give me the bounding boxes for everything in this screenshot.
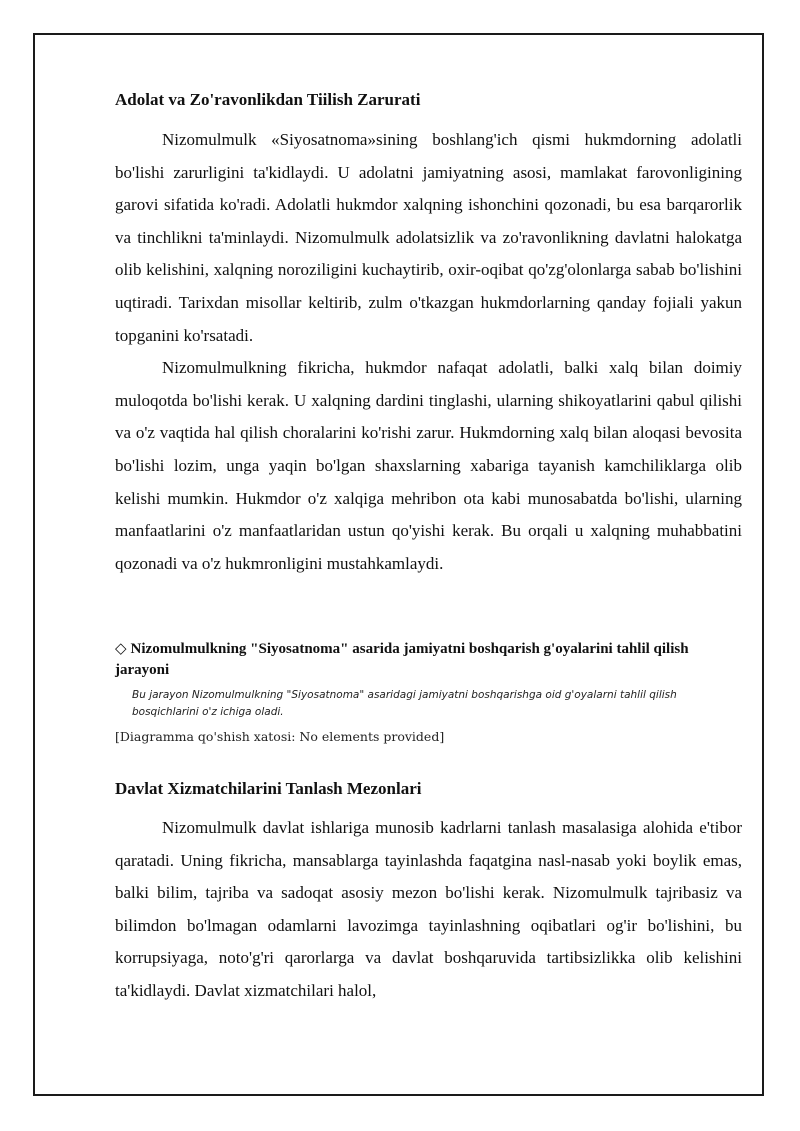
section-heading: Davlat Xizmatchilarini Tanlash Mezonlari [115, 779, 422, 798]
diagram-error-message: [Diagramma qo'shish xatosi: No elements provided] [115, 729, 445, 744]
diagram-title [115, 638, 742, 681]
paragraph: Nizomulmulk davlat ishlariga munosib kadrlarni tanlash masalasiga alohida e'tibor qaratadi. Uning fikricha, mansablarga tayinlashda faqatgina nasl-nasab yoki boylik emas, balki bilim, tajriba va sadoqat asosiy mezon bo'lishi kerak. Nizomulmulk tajribasiz va bilimdon bo'lmagan odamlarni lavozimga tayinlashning oqibatlari og'ir bo'lishini, bu korrupsiyaga, noto'g'ri qarorlarga va davlat boshqaruvida tartibsizlikka olib kelishini ta'kidlaydi. Davlat xizmatchilari halol, [115, 818, 742, 1000]
section-2-body [115, 812, 742, 1008]
section-heading: Adolat va Zo'ravonlikdan Tiilish Zarurati [115, 90, 421, 109]
paragraph: Nizomulmulk «Siyosatnoma»sining boshlang'ich qismi hukmdorning adolatli bo'lishi zarurligini ta'kidlaydi. U adolatni jamiyatning asosi, mamlakat farovonligining garovi sifatida ko'radi. Adolatli hukmdor xalqning ishonchini qozonadi, bu esa barqarorlik va tinchlikni ta'minlaydi. Nizomulmulk adolatsizlik va zo'ravonlikning davlatni halokatga olib kelishini, xalqning noroziligini kuchaytirib, oxir-oqibat qo'zg'olonlarga sabab bo'lishini uqtiradi. Tarixdan misollar keltirib, zulm o'tkazgan hukmdorlarning qanday fojiali yakun topganini ko'rsatadi. [115, 130, 742, 345]
section-2 [115, 778, 742, 800]
diagram-block [115, 638, 742, 746]
paragraph: Nizomulmulkning fikricha, hukmdor nafaqat adolatli, balki xalq bilan doimiy muloqotda bo'lishi kerak. U xalqning dardini tinglashi, ularning shikoyatlarini qabul qilishi va o'z vaqtida hal qilish choralarini ko'rishi zarur. Hukmdorning xalq bilan aloqasi bevosita bo'lishi lozim, unga yaqin bo'lgan shaxslarning xabariga tayanish kamchiliklarga olib kelishi mumkin. Hukmdor o'z xalqiga mehribon ota kabi munosabatda bo'lishi, ularning manfaatlarini o'z manfaatlaridan ustun qo'yishi kerak. Bu orqali u xalqning muhabbatini qozonadi va o'z hukmronligini mustahkamlaydi. [115, 358, 742, 573]
diagram-description: Bu jarayon Nizomulmulkning "Siyosatnoma" asaridagi jamiyatni boshqarishga oid g'oyalarni tahlil qilish bosqichlarini o'z ichiga oladi. [132, 689, 677, 718]
section-1-body [115, 124, 742, 580]
tag-icon: ◇ [115, 639, 127, 657]
section-1 [115, 89, 742, 111]
diagram-title-text: Nizomulmulkning "Siyosatnoma" asarida jamiyatni boshqarish g'oyalarini tahlil qilish jarayoni [115, 641, 689, 678]
